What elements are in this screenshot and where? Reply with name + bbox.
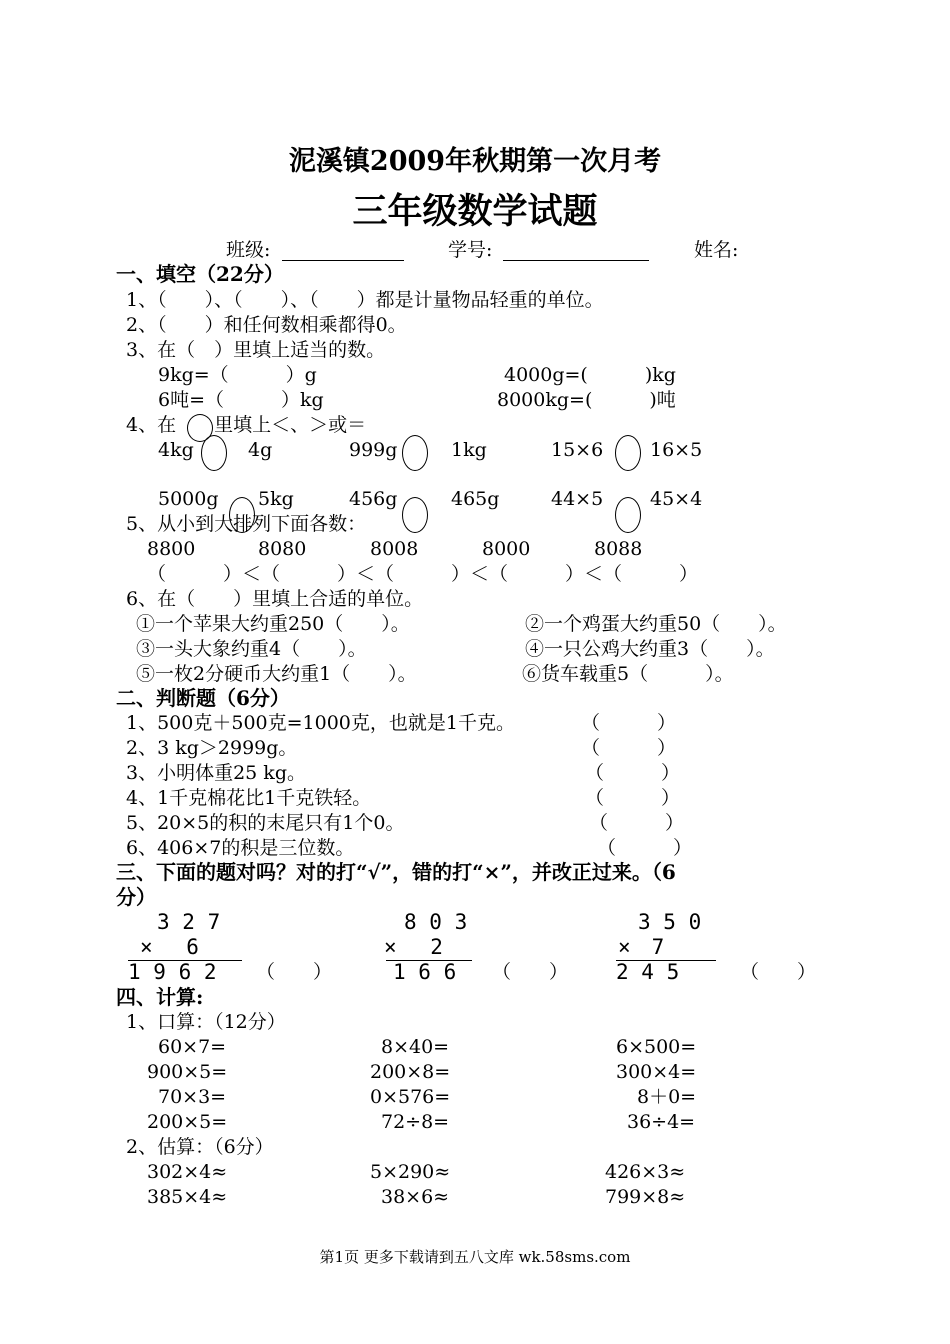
- mult-result: 1 9 6 2: [128, 960, 217, 984]
- mult-multiplier: × 2: [384, 935, 443, 959]
- exam-subtitle: 三年级数学试题: [352, 191, 598, 232]
- compare-oval[interactable]: [615, 435, 641, 471]
- compare-item: 45×4: [650, 488, 703, 510]
- unit-item: ①一个苹果大约重250（ ）。: [136, 613, 410, 635]
- question-3d: 8000kg=( )吨: [497, 389, 676, 411]
- judge-item: 1、500克＋500克=1000克，也就是1千克。: [126, 712, 515, 734]
- question-5: 5、从小到大排列下面各数：: [126, 513, 367, 535]
- class-label: 班级:: [226, 239, 271, 261]
- compare-item: 44×5: [551, 488, 604, 510]
- question-2: 2、（ ）和任何数相乘都得0。: [126, 314, 407, 336]
- compare-oval[interactable]: [402, 497, 428, 533]
- oral-problem: 8×40=: [381, 1036, 450, 1058]
- judge-blank: （ ）: [585, 787, 681, 809]
- question-4: 4、在 里填上＜、＞或＝: [126, 414, 367, 436]
- compare-item: 456g: [349, 488, 398, 510]
- estimate-problem: 426×3≈: [605, 1161, 686, 1183]
- oral-problem: 72÷8=: [381, 1111, 450, 1133]
- compare-item: 15×6: [551, 439, 604, 461]
- class-field[interactable]: [282, 260, 404, 261]
- mult-multiplier: × 7: [618, 935, 665, 959]
- oral-problem: 200×8=: [370, 1061, 451, 1083]
- sort-number: 8008: [370, 538, 419, 560]
- judge-item: 6、406×7的积是三位数。: [126, 837, 355, 859]
- unit-item: ③一头大象约重4（ ）。: [136, 638, 367, 660]
- exam-title: 泥溪镇2009年秋期第一次月考: [288, 146, 662, 177]
- oral-problem: 70×3=: [158, 1086, 227, 1108]
- compare-item: 4kg: [158, 439, 194, 461]
- question-6: 6、在（ ）里填上合适的单位。: [126, 588, 424, 610]
- oral-problem: 0×576=: [370, 1086, 451, 1108]
- compare-item: 465g: [451, 488, 500, 510]
- estimate-problem: 302×4≈: [147, 1161, 228, 1183]
- check-blank: （ ）: [740, 961, 817, 983]
- oral-subheading: 1、口算：（12分）: [126, 1011, 286, 1033]
- compare-oval[interactable]: [201, 435, 227, 471]
- sort-blanks: （ ）＜（ ）＜（ ）＜（ ）＜（ ）: [147, 563, 699, 585]
- oral-problem: 300×4=: [616, 1061, 697, 1083]
- check-blank: （ ）: [256, 961, 333, 983]
- section3-heading: 三、下面的题对吗？对的打“√”，错的打“×”，并改正过来。（6: [116, 860, 676, 884]
- section4-heading: 四、计算:: [116, 985, 204, 1009]
- check-blank: （ ）: [492, 961, 569, 983]
- compare-oval[interactable]: [615, 497, 641, 533]
- judge-item: 2、3 kg＞2999g。: [126, 737, 298, 759]
- judge-blank: （ ）: [585, 762, 681, 784]
- number-field[interactable]: [503, 260, 649, 261]
- compare-item: 16×5: [650, 439, 703, 461]
- sort-number: 8800: [147, 538, 196, 560]
- judge-blank: （ ）: [597, 837, 693, 859]
- unit-item: ⑥货车载重5（ ）。: [522, 663, 734, 685]
- question-3b: 4000g=( )kg: [504, 364, 676, 386]
- judge-item: 4、1千克棉花比1千克铁轻。: [126, 787, 372, 809]
- compare-item: 5000g: [158, 488, 219, 510]
- unit-item: ⑤一枚2分硬币大约重1（ ）。: [136, 663, 417, 685]
- judge-item: 3、小明体重25 kg。: [126, 762, 306, 784]
- question-3: 3、在（ ）里填上适当的数。: [126, 339, 386, 361]
- page-footer: 第1页 更多下载请到五八文库 wk.58sms.com: [319, 1248, 631, 1266]
- judge-blank: （ ）: [589, 812, 685, 834]
- estimate-problem: 799×8≈: [605, 1186, 686, 1208]
- judge-item: 5、20×5的积的末尾只有1个0。: [126, 812, 405, 834]
- section2-heading: 二、判断题（6分）: [116, 686, 290, 710]
- estimate-problem: 38×6≈: [381, 1186, 450, 1208]
- compare-item: 1kg: [451, 439, 487, 461]
- oral-problem: 6×500=: [616, 1036, 697, 1058]
- sort-number: 8000: [482, 538, 531, 560]
- estimate-problem: 5×290≈: [370, 1161, 451, 1183]
- unit-item: ②一个鸡蛋大约重50（ ）。: [525, 613, 787, 635]
- estimate-subheading: 2、估算：（6分）: [126, 1136, 274, 1158]
- mult-top: 8 0 3: [404, 910, 468, 934]
- estimate-problem: 385×4≈: [147, 1186, 228, 1208]
- mult-result: 1 6 6: [393, 960, 457, 984]
- question-3a: 9kg=（ ）g: [158, 364, 317, 386]
- compare-item: 5kg: [258, 488, 294, 510]
- unit-item: ④一只公鸡大约重3（ ）。: [525, 638, 775, 660]
- sort-number: 8080: [258, 538, 307, 560]
- oral-problem: 36÷4=: [627, 1111, 696, 1133]
- oral-problem: 8＋0=: [637, 1086, 697, 1108]
- oral-problem: 200×5=: [147, 1111, 228, 1133]
- mult-top: 3 2 7: [157, 910, 221, 934]
- sort-number: 8088: [594, 538, 643, 560]
- judge-blank: （ ）: [581, 737, 677, 759]
- mult-multiplier: × 6: [140, 935, 199, 959]
- question-1: 1、（ ）、（ ）、（ ）都是计量物品轻重的单位。: [126, 289, 604, 311]
- compare-oval[interactable]: [402, 435, 428, 471]
- mult-top: 3 5 0: [638, 910, 702, 934]
- section1-heading: 一、填空（22分）: [116, 262, 284, 286]
- number-label: 学号:: [448, 239, 493, 261]
- compare-item: 999g: [349, 439, 398, 461]
- section3-heading-cont: 分）: [116, 885, 156, 909]
- judge-blank: （ ）: [581, 712, 677, 734]
- question-3c: 6吨=（ ）kg: [158, 389, 324, 411]
- name-label: 姓名:: [694, 239, 739, 261]
- mult-result: 2 4 5: [616, 960, 680, 984]
- oral-problem: 60×7=: [158, 1036, 227, 1058]
- compare-item: 4g: [248, 439, 273, 461]
- oral-problem: 900×5=: [147, 1061, 228, 1083]
